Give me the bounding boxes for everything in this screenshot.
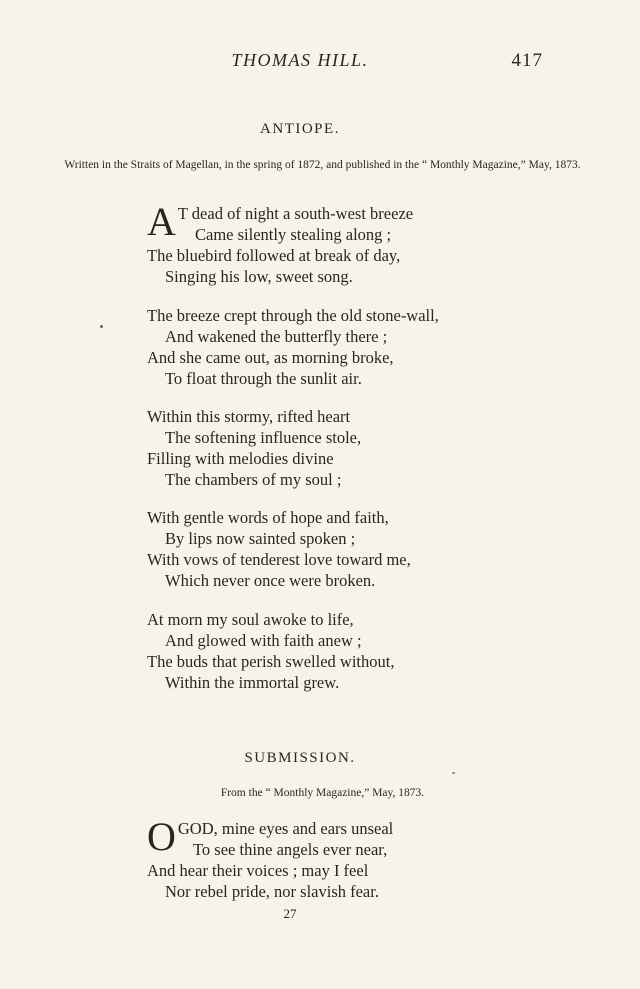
poem-line: With vows of tenderest love toward me, (147, 550, 411, 569)
poem-line: And she came out, as morning broke, (147, 348, 394, 367)
poem-line: At morn my soul awoke to life, (147, 610, 354, 629)
poem-line: Which never once were broken. (165, 571, 376, 590)
stanza-2 (147, 305, 567, 389)
ink-speck (452, 772, 455, 774)
poem-line: With gentle words of hope and faith, (147, 508, 389, 527)
dropcap: A (147, 199, 176, 244)
poem-line: The breeze crept through the old stone-wall, (147, 306, 439, 325)
poem-line: Nor rebel pride, nor slavish fear. (165, 882, 379, 901)
signature-mark: 27 (283, 906, 297, 921)
page-number: 417 (511, 50, 543, 71)
poem-title-submission: SUBMISSION. (244, 750, 356, 766)
poem-line: The softening influence stole, (165, 428, 362, 447)
poem-line: Within this stormy, rifted heart (147, 407, 351, 426)
stanza-1 (147, 199, 567, 287)
dropcap: O (147, 814, 176, 859)
poem-line: Within the immortal grew. (165, 673, 340, 692)
running-head (0, 47, 640, 75)
poem-line: By lips now sainted spoken ; (165, 529, 356, 548)
poem-line: To float through the sunlit air. (165, 369, 362, 388)
stanza-3 (147, 406, 567, 490)
poem-line: To see thine angels ever near, (193, 840, 388, 859)
stanza-5 (147, 609, 567, 693)
poem-line: And glowed with faith anew ; (165, 631, 362, 650)
poem-title-antiope: ANTIOPE. (260, 121, 340, 137)
poem-line: Filling with melodies divine (147, 449, 334, 468)
poem-note-antiope: Written in the Straits of Magellan, in the spring of 1872, and published in the “ Monthly Magazine,” May, 1873. (64, 159, 581, 171)
ink-speck (100, 325, 103, 328)
poem-note-submission: From the “ Monthly Magazine,” May, 1873. (220, 787, 425, 799)
stanza-4 (147, 507, 567, 591)
poem-line: The buds that perish swelled without, (147, 652, 395, 671)
poem-line: Came silently stealing along ; (195, 225, 392, 244)
poem-line: The chambers of my soul ; (165, 470, 342, 489)
poem-line-text: GOD, mine eyes and ears unseal (177, 819, 394, 838)
poem-line: The bluebird followed at break of day, (147, 246, 401, 265)
poem-line: Singing his low, sweet song. (165, 267, 353, 286)
poem-line: And hear their voices ; may I feel (147, 861, 369, 880)
poem-line: And wakened the butterfly there ; (165, 327, 388, 346)
stanza-submission (147, 814, 567, 902)
poem-line-text: T dead of night a south-west breeze (177, 204, 414, 223)
running-title: THOMAS HILL. (231, 50, 369, 70)
